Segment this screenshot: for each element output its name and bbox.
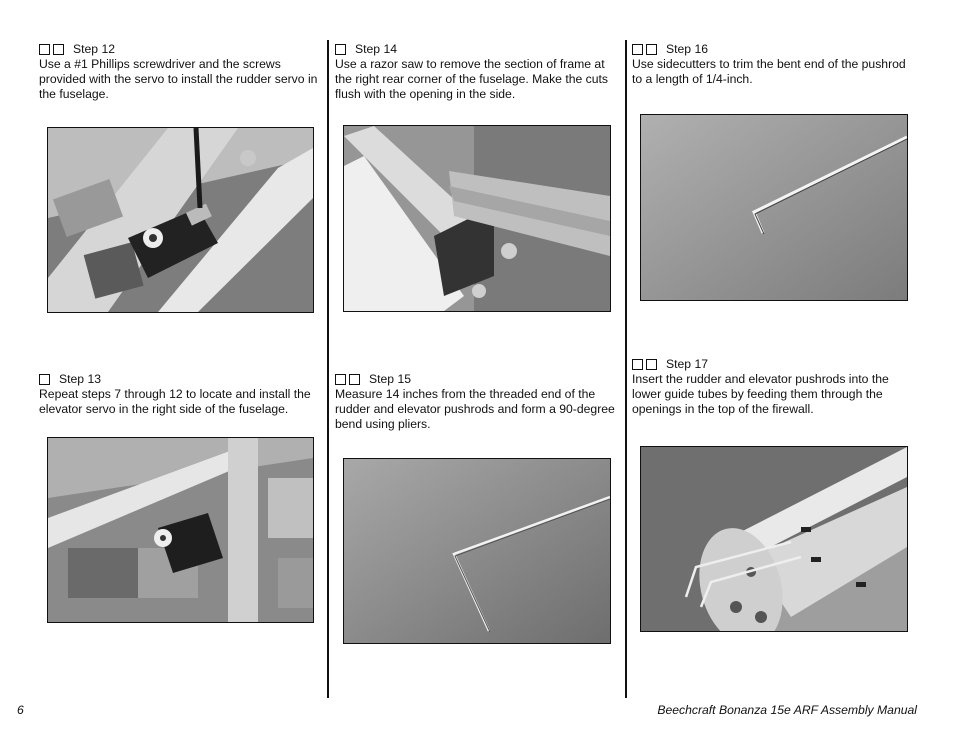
step-label: Step 15 bbox=[369, 372, 412, 386]
photo-pushrod-90-degree-bend bbox=[343, 458, 611, 644]
step-label: Step 12 bbox=[73, 42, 116, 56]
step-label: Step 14 bbox=[355, 42, 398, 56]
step-label: Step 16 bbox=[666, 42, 709, 56]
step-16 bbox=[632, 42, 914, 87]
step-text: Repeat steps 7 through 12 to locate and install the elevator servo in the right side of the fuselage. bbox=[39, 387, 311, 416]
photo-pushrods-through-firewall bbox=[640, 446, 908, 632]
checkbox-icon bbox=[335, 44, 346, 55]
step-text: Use sidecutters to trim the bent end of the pushrod to a length of 1/4-inch. bbox=[632, 57, 906, 86]
photo-trimmed-pushrod-end bbox=[640, 114, 908, 301]
step-label: Step 17 bbox=[666, 357, 709, 371]
step-text: Measure 14 inches from the threaded end of the rudder and elevator pushrods and form a 90-degree bend using pliers. bbox=[335, 387, 615, 431]
step-label: Step 13 bbox=[59, 372, 102, 386]
photo-rudder-servo-install bbox=[47, 127, 314, 313]
step-12 bbox=[39, 42, 319, 102]
checkbox-icon bbox=[632, 359, 643, 370]
step-14 bbox=[335, 42, 617, 102]
photo-elevator-servo-install bbox=[47, 437, 314, 623]
step-text: Use a #1 Phillips screwdriver and the screws provided with the servo to install the rudder servo in the fuselage. bbox=[39, 57, 318, 101]
checkbox-icon bbox=[349, 374, 360, 385]
page-number: 6 bbox=[17, 703, 24, 717]
manual-title: Beechcraft Bonanza 15e ARF Assembly Manual bbox=[657, 703, 917, 717]
column-divider-right bbox=[625, 40, 627, 698]
checkbox-icon bbox=[39, 44, 50, 55]
step-15 bbox=[335, 372, 617, 432]
checkbox-icon bbox=[646, 44, 657, 55]
checkbox-icon bbox=[632, 44, 643, 55]
step-13 bbox=[39, 372, 319, 417]
step-text: Insert the rudder and elevator pushrods into the lower guide tubes by feeding them through the openings in the top of the firewall. bbox=[632, 372, 889, 416]
column-divider-left bbox=[327, 40, 329, 698]
checkbox-icon bbox=[53, 44, 64, 55]
checkbox-icon bbox=[335, 374, 346, 385]
checkbox-icon bbox=[646, 359, 657, 370]
step-text: Use a razor saw to remove the section of frame at the right rear corner of the fuselage. Make the cuts flush with the opening in the side. bbox=[335, 57, 609, 101]
checkbox-icon bbox=[39, 374, 50, 385]
step-17 bbox=[632, 357, 914, 417]
photo-razor-saw-frame-cut bbox=[343, 125, 611, 312]
